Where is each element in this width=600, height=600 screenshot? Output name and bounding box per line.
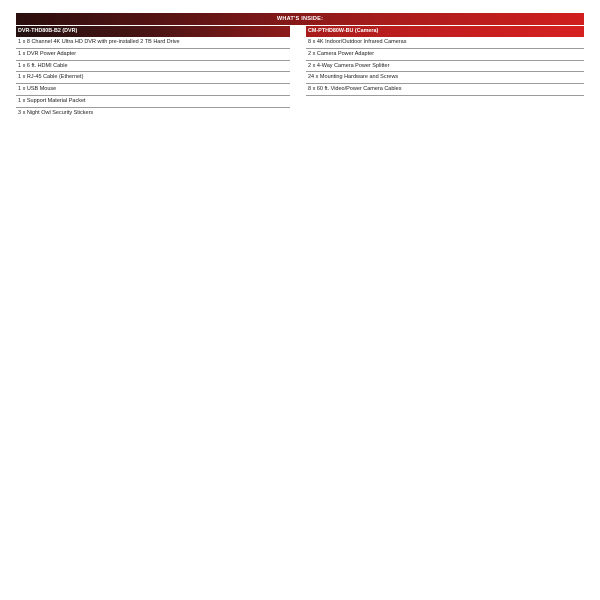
list-item: 3 x Night Owl Security Stickers <box>18 109 94 116</box>
list-item: 2 x Camera Power Adapter <box>306 49 584 61</box>
list-item: 1 x 6 ft. HDMI Cable <box>16 61 290 73</box>
list-item: 1 x Support Material Packet <box>16 96 290 108</box>
list-item: 1 x USB Mouse <box>16 84 290 96</box>
table-title: WHAT'S INSIDE: <box>16 13 584 25</box>
columns <box>16 25 584 119</box>
dvr-column <box>16 25 290 119</box>
dvr-column-header: DVR-THD80B-B2 (DVR) <box>16 26 290 37</box>
whats-inside-table <box>16 13 584 119</box>
list-item: 1 x RJ-45 Cable (Ethernet) <box>16 72 290 84</box>
list-item: 8 x 4K Indoor/Outdoor Infrared Cameras <box>306 37 584 49</box>
list-item: 1 x DVR Power Adapter <box>16 49 290 61</box>
list-item: 8 x 60 ft. Video/Power Camera Cables <box>306 84 584 96</box>
camera-column-header: CM-PTHD80W-BU (Camera) <box>306 26 584 37</box>
camera-column <box>306 25 584 119</box>
list-item: 2 x 4-Way Camera Power Splitter <box>306 61 584 73</box>
list-item: 24 x Mounting Hardware and Screws <box>306 72 584 84</box>
list-item: 1 x 8 Channel 4K Ultra HD DVR with pre-installed 2 TB Hard Drive <box>16 37 290 49</box>
